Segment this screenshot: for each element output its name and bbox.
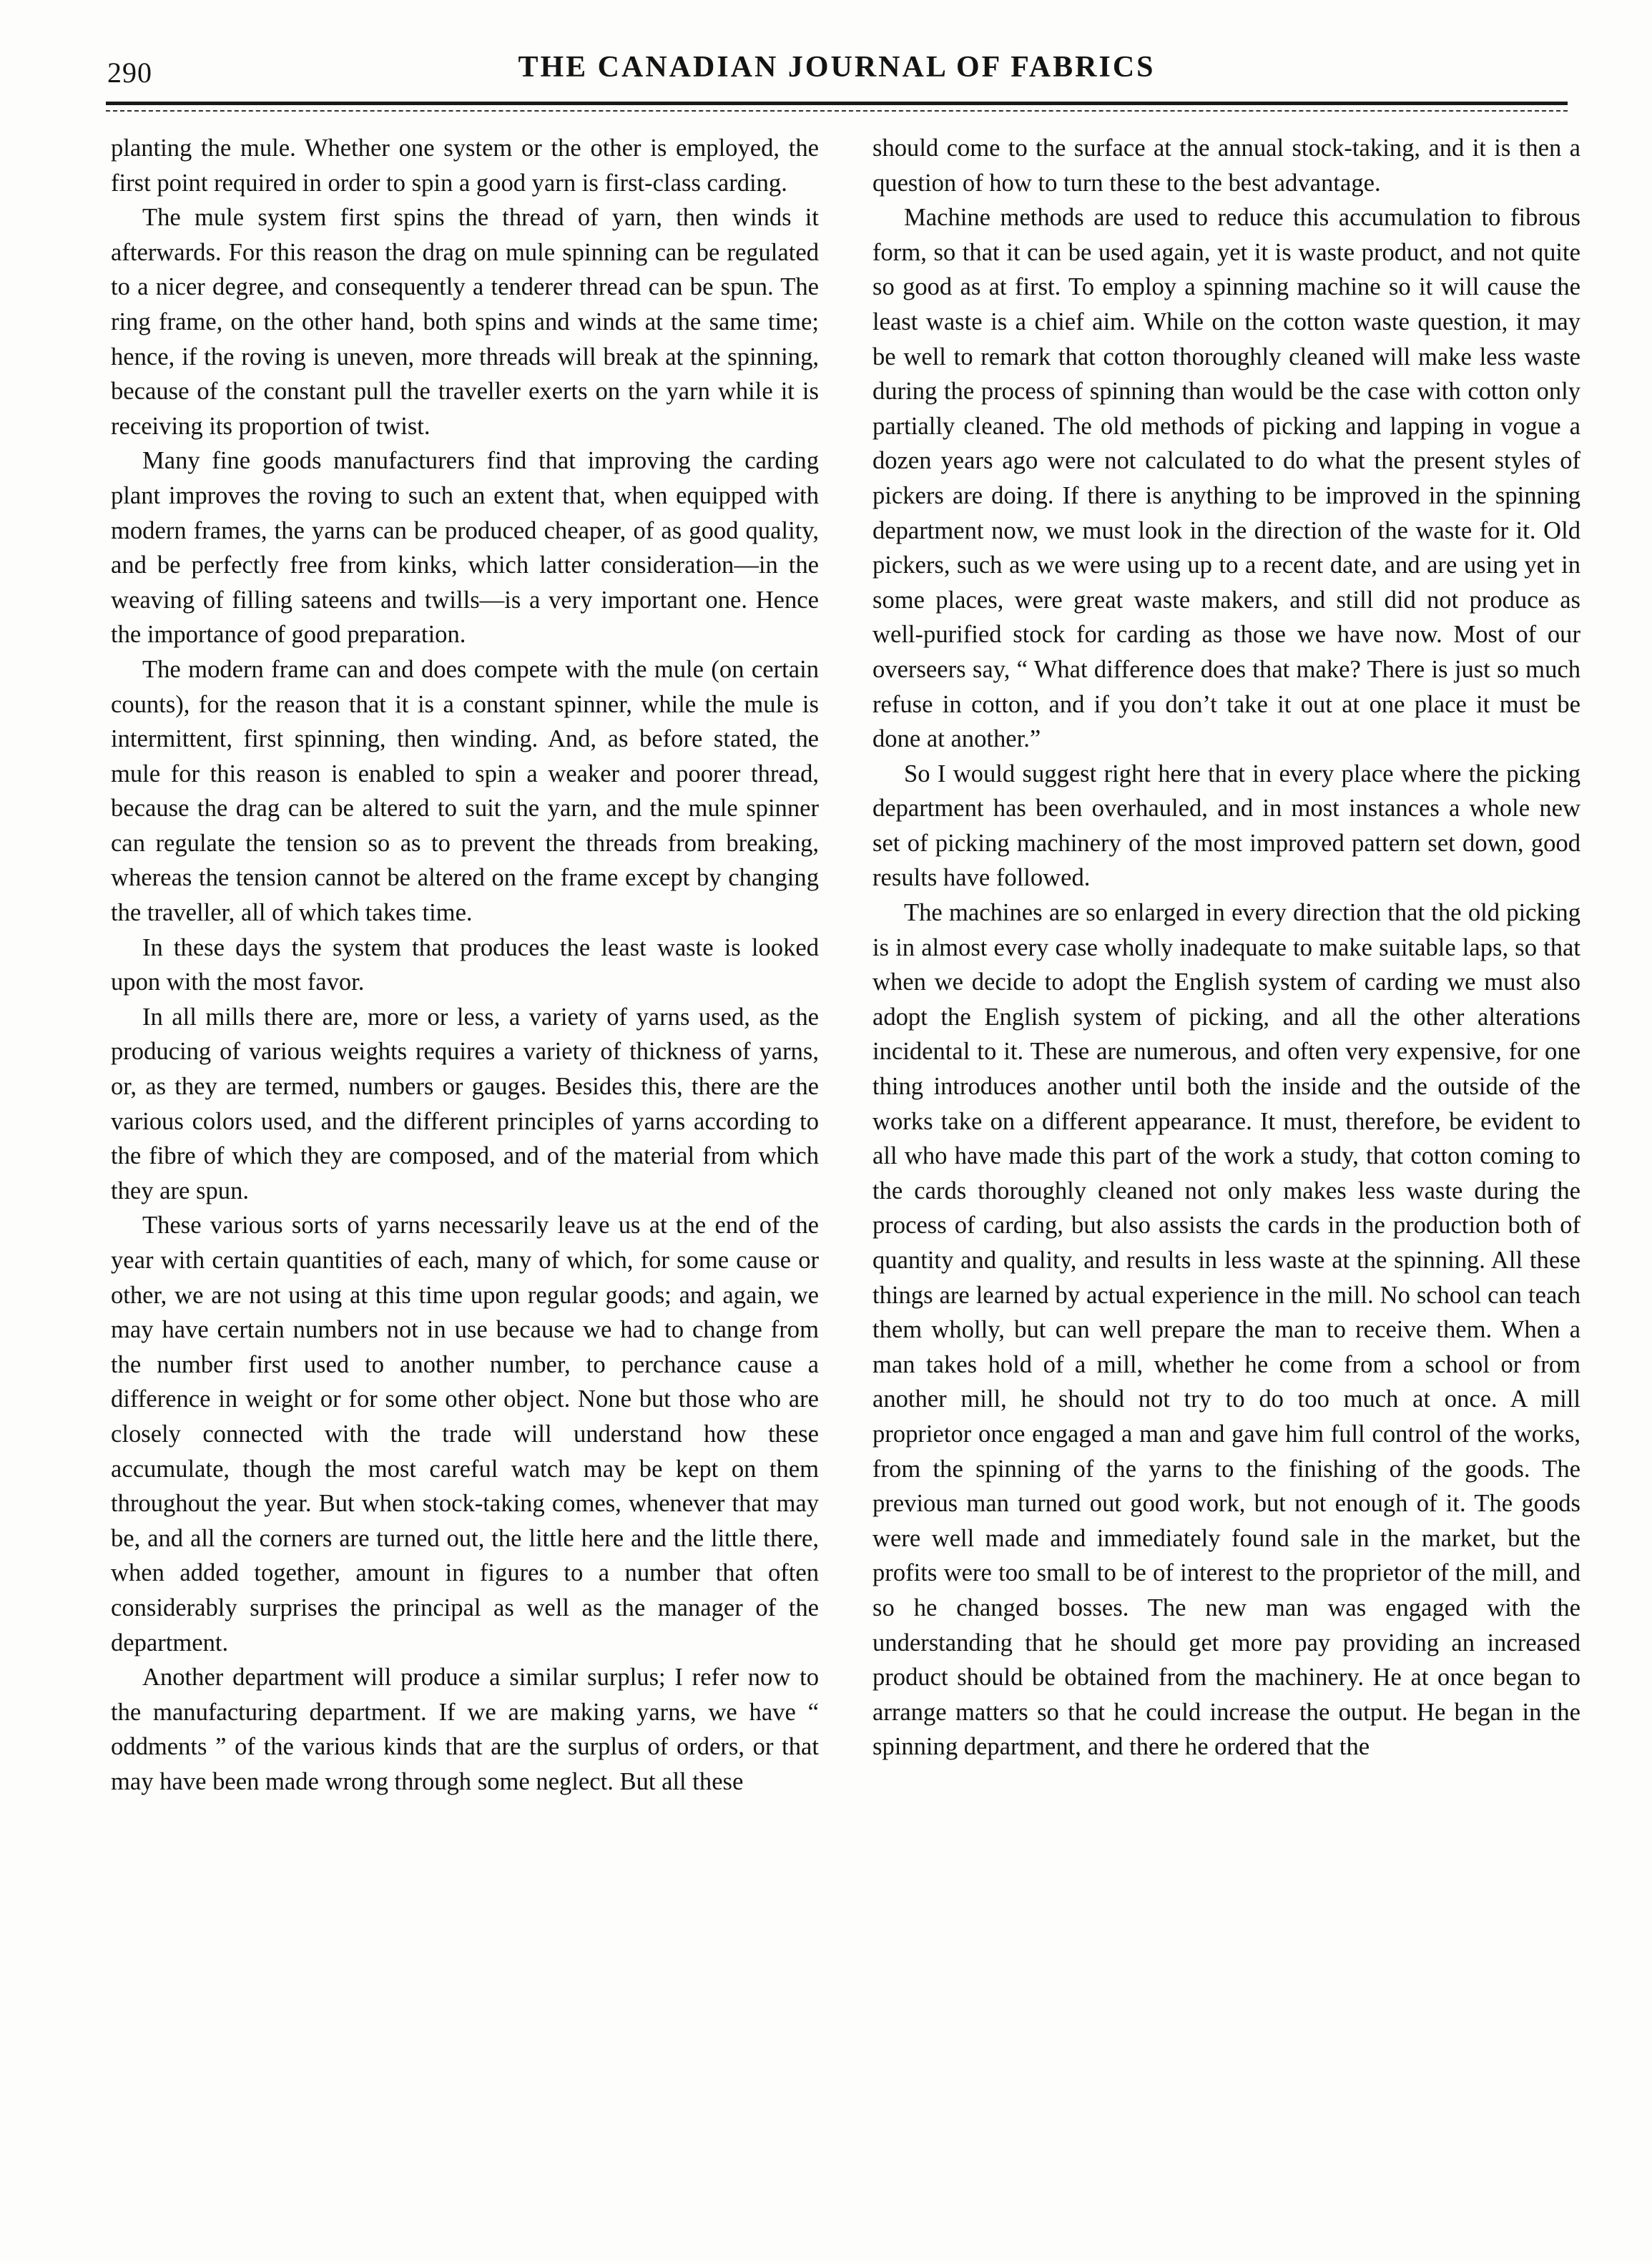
header-rule: [106, 102, 1568, 105]
paragraph: These various sorts of yarns necessarily leave us at the end of the year with certain quantities of each, many of which, for some cause or other, we are not using at this time upon regular goods; and again, we may have certain numbers not in use because we had to change from the number first used to another number, to perchance cause a difference in weight or for some other object. None but those who are closely connected with the trade will understand how these accumulate, though the most careful watch may be kept on them throughout the year. But when stock-taking comes, whenever that may be, and all the corners are turned out, the little here and the little there, when added together, amount in figures to a number that often considerably surprises the principal as well as the manager of the department.: [111, 1212, 819, 1656]
paragraph: In all mills there are, more or less, a variety of yarns used, as the producing of various weights requires a variety of thickness of yarns, or, as they are termed, numbers or gauges. Besides this, there are the various colors used, and the different principles of yarns according to the fibre of which they are composed, and of the material from which they are spun.: [111, 1003, 819, 1204]
journal-title: THE CANADIAN JOURNAL OF FABRICS: [518, 51, 1156, 84]
paragraph: In these days the system that produces the least waste is looked upon with the most favor.: [111, 933, 819, 996]
right-column: [872, 131, 1580, 2219]
paragraph: So I would suggest right here that in every place where the picking department has been overhauled, and in most instances a whole new set of picking machinery of the most improved pattern set down, good results have followed.: [872, 760, 1580, 892]
paragraph: Many fine goods manufacturers find that improving the carding plant improves the roving to such an extent that, when equipped with modern frames, the yarns can be produced cheaper, of as good quality, and be perfectly free from kinks, which latter consideration—in the weaving of filling sateens and twills—is a very important one. Hence the importance of good preparation.: [111, 447, 819, 649]
paragraph: should come to the surface at the annual stock-taking, and it is then a question of how to turn these to the best advantage.: [872, 134, 1580, 197]
paragraph: The modern frame can and does compete with the mule (on certain counts), for the reason that it is a constant spinner, while the mule is intermittent, first spinning, then winding. And, as before stated, the mule for this reason is enabled to spin a weaker and poorer thread, because the drag can be altered to suit the yarn, and the mule spinner can regulate the tension so as to prevent the threads from breaking, whereas the tension cannot be altered on the frame except by changing the traveller, all of which takes time.: [111, 655, 819, 927]
paragraph: Machine methods are used to reduce this accumulation to fibrous form, so that it can be used again, yet it is waste product, and not quite so good as at first. To employ a spinning machine so it will cause the least waste is a chief aim. While on the cotton waste question, it may be well to remark that cotton thoroughly cleaned will make less waste during the process of spinning than would be the case with cotton only partially cleaned. The old methods of picking and lapping in vogue a dozen years ago were not calculated to do what the present styles of pickers are doing. If there is anything to be improved in the spinning department now, we must look in the direction of the waste for it. Old pickers, such as we were using up to a recent date, and are using yet in some places, were great waste makers, and still did not produce as well-purified stock for carding as those we have now. Most of our overseers say, “ What difference does that make? There is just so much refuse in cotton, and if you don’t take it out at one place it must be done at another.”: [872, 204, 1580, 753]
page-header: [107, 50, 1566, 100]
paragraph: The mule system first spins the thread of yarn, then winds it afterwards. For this reason the drag on mule spinning can be regulated to a nicer degree, and consequently a tenderer thread can be spun. The ring frame, on the other hand, both spins and winds at the same time; hence, if the roving is uneven, more threads will break at the spinning, because of the constant pull the traveller exerts on the yarn while it is receiving its proportion of twist.: [111, 204, 819, 440]
paragraph: planting the mule. Whether one system or the other is employed, the first point required in order to spin a good yarn is first-class carding.: [111, 134, 819, 197]
left-column: [111, 131, 819, 2219]
paragraph: The machines are so enlarged in every direction that the old picking is in almost every case wholly inadequate to make suitable laps, so that when we decide to adopt the English system of carding we must also adopt the English system of picking, and all the other alterations incidental to it. These are numerous, and often very expensive, for one thing introduces another until both the inside and the outside of the works take on a different appearance. It must, therefore, be evident to all who have made this part of the work a study, that cotton coming to the cards thoroughly cleaned not only makes less waste during the process of carding, but also assists the cards in the production both of quantity and quality, and results in less waste at the spinning. All these things are learned by actual experience in the mill. No school can teach them wholly, but can well prepare the man to receive them. When a man takes hold of a mill, whether he come from a school or from another mill, he should not try to do too much at once. A mill proprietor once engaged a man and gave him full control of the works, from the spinning of the yarns to the finishing of the goods. The previous man turned out good work, but not enough of it. The goods were well made and immediately found sale in the market, but the profits were too small to be of interest to the proprietor of the mill, and so he changed bosses. The new man was engaged with the understanding that he should get more pay providing an increased product should be obtained from the machinery. He at once began to arrange matters so that he could increase the output. He began in the spinning department, and there he ordered that the: [872, 899, 1580, 1761]
page-number: 290: [107, 57, 152, 89]
paragraph: Another department will produce a similar surplus; I refer now to the manufacturing department. If we are making yarns, we have “ oddments ” of the various kinds that are the surplus of orders, or that may have been made wrong through some neglect. But all these: [111, 1664, 819, 1795]
header-dashed-rule: [106, 110, 1568, 112]
